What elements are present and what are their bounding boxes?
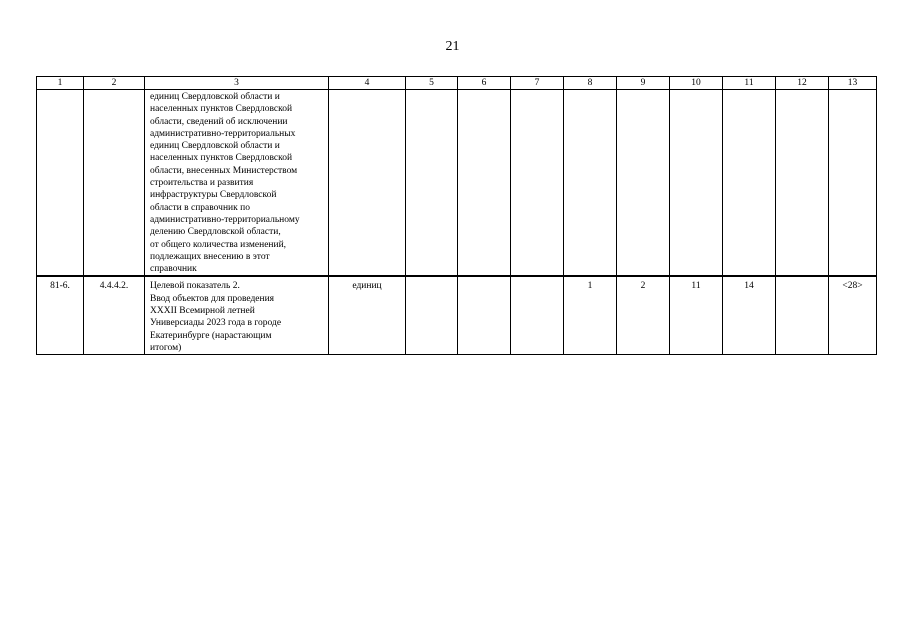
cell-value — [617, 90, 670, 276]
description-line: Екатеринбурге (нарастающим — [150, 330, 272, 341]
cell-num — [37, 90, 84, 276]
cell-value-6 — [458, 276, 511, 355]
description-line: XXXII Всемирной летней — [150, 306, 255, 317]
header-row — [37, 77, 877, 90]
cell-value — [723, 90, 776, 276]
header-cell: 8 — [564, 77, 617, 90]
description-line: строительства и развития — [150, 178, 254, 189]
header-cell: 3 — [145, 77, 329, 90]
description-line: подлежащих внесению в этот — [150, 251, 270, 262]
description-line: Целевой показатель 2. — [150, 281, 240, 292]
table-row — [37, 276, 877, 355]
cell-description — [145, 90, 329, 276]
cell-code — [84, 90, 145, 276]
description-line: делению Свердловской области, — [150, 227, 281, 238]
header-cell: 10 — [670, 77, 723, 90]
header-cell: 2 — [84, 77, 145, 90]
cell-value — [511, 90, 564, 276]
description-line: области в справочник по — [150, 202, 250, 213]
description-line: административно-территориальному — [150, 214, 300, 225]
header-cell: 9 — [617, 77, 670, 90]
header-cell: 6 — [458, 77, 511, 90]
cell-value-11: 14 — [723, 276, 776, 355]
cell-value-5 — [406, 276, 458, 355]
description-line: Универсиады 2023 года в городе — [150, 318, 282, 329]
description-line: области, внесенных Министерством — [150, 165, 298, 176]
cell-value — [458, 90, 511, 276]
cell-code: 4.4.4.2. — [84, 276, 145, 355]
cell-note — [829, 90, 877, 276]
cell-note: <28> — [829, 276, 877, 355]
page-number: 21 — [445, 39, 460, 54]
description-line: единиц Свердловской области и — [150, 92, 280, 102]
description-line: от общего количества изменений, — [150, 239, 287, 250]
description-line: инфраструктуры Свердловской — [150, 190, 277, 201]
indicator-table — [36, 76, 877, 355]
description-line: Ввод объектов для проведения — [150, 293, 275, 304]
header-cell: 1 — [37, 77, 84, 90]
cell-value — [564, 90, 617, 276]
cell-value — [776, 90, 829, 276]
description-line: административно-территориальных — [150, 128, 296, 139]
description-line: справочник — [150, 264, 197, 275]
description-line: итогом) — [150, 342, 182, 353]
cell-value-9: 2 — [617, 276, 670, 355]
cell-value — [406, 90, 458, 276]
description-line: единиц Свердловской области и — [150, 141, 280, 152]
description-line: населенных пунктов Свердловской — [150, 153, 293, 164]
cell-value-8: 1 — [564, 276, 617, 355]
header-cell: 5 — [406, 77, 458, 90]
table-row-continued — [37, 90, 877, 276]
header-cell: 12 — [776, 77, 829, 90]
cell-description — [145, 276, 329, 355]
header-cell: 4 — [329, 77, 406, 90]
cell-unit: единиц — [329, 276, 406, 355]
cell-value-10: 11 — [670, 276, 723, 355]
header-cell: 13 — [829, 77, 877, 90]
header-cell: 7 — [511, 77, 564, 90]
header-cell: 11 — [723, 77, 776, 90]
description-line: области, сведений об исключении — [150, 116, 288, 127]
cell-num: 81-6. — [37, 276, 84, 355]
cell-unit — [329, 90, 406, 276]
cell-value-7 — [511, 276, 564, 355]
cell-value — [670, 90, 723, 276]
description-line: населенных пунктов Свердловской — [150, 104, 293, 115]
cell-value-12 — [776, 276, 829, 355]
